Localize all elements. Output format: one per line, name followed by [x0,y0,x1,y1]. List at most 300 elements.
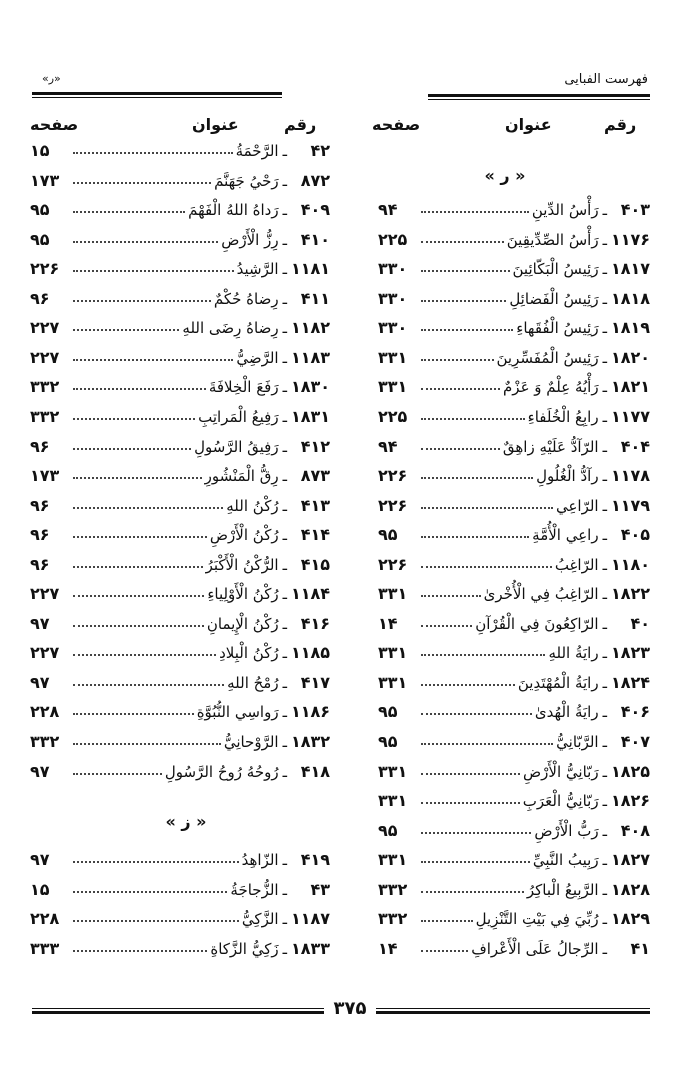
entry-page: ۱۴ [378,613,398,633]
index-entry [378,430,650,456]
entry-title: الرّاغِبُ فِي الْأُخْرىٰ [483,585,599,604]
dot-leader [421,713,532,715]
entry-page: ۲۲۸ [30,702,60,722]
entry-page: ۳۳۱ [378,377,408,397]
entry-number: ۱۸۲۳ [610,643,650,663]
entry-page: ۹۶ [30,436,50,456]
entry-page: ۲۲۸ [30,909,60,929]
page-number: ۳۷۵ [333,998,367,1019]
entry-title: رَداهُ اللهُ الْفَهْمَ [188,201,279,220]
entry-title: رَأْسُ الدِّينِ [531,201,599,220]
right-header-page: صفحه [372,115,421,134]
index-entry [30,193,330,219]
entry-separator: ـ [282,467,287,486]
index-entry [378,489,650,515]
entry-separator: ـ [602,260,607,279]
entry-number: ۱۸۲۷ [610,850,650,870]
index-entry [30,548,330,574]
dot-leader [73,920,239,922]
index-entry [30,252,330,278]
entry-separator: ـ [602,851,607,870]
entry-title: رَئِيسُ الْمُفَسِّرِينَ [496,348,599,367]
entry-separator: ـ [282,142,287,160]
entry-title: رُمْحُ اللهِ [227,673,279,692]
entry-separator: ـ [602,230,607,249]
index-entry [378,311,650,337]
dot-leader [421,241,504,243]
entry-page: ۳۳۰ [378,318,408,338]
entry-page: ۹۵ [378,702,398,722]
entry-number: ۱۱۷۷ [610,406,650,426]
entry-page: ۹۴ [378,436,398,456]
entry-number: ۱۸۲۴ [610,672,650,692]
entry-separator: ـ [602,496,607,515]
entry-number: ۱۸۲۰ [610,347,650,367]
entry-separator: ـ [282,171,287,190]
entry-page: ۲۲۶ [30,259,60,279]
entry-number: ۴۰۴ [620,436,650,456]
entry-page: ۹۵ [378,525,398,545]
entry-title: رِزُّ الْأَرْضِ [221,230,279,249]
entry-title: الرّاكِعُونَ فِي الْقُرْآنِ [475,614,599,633]
entry-title: رُبِّيَ فِي بَيْتِ التَّنْزِيلِ [475,910,599,929]
entry-page: ۹۷ [30,850,50,870]
dot-leader [73,211,185,213]
index-entry [378,548,650,574]
entry-number: ۱۱۸۱ [290,259,330,279]
entry-separator: ـ [602,467,607,486]
entry-number: ۱۸۲۵ [610,761,650,781]
dot-leader [73,329,179,331]
entry-number: ۱۸۳۱ [290,406,330,426]
entry-separator: ـ [602,939,607,958]
entry-number: ۴۰۸ [620,820,650,840]
index-entry [378,902,650,928]
index-entry [378,784,650,810]
entry-separator: ـ [602,348,607,367]
entry-page: ۱۴ [378,938,398,958]
entry-number: ۱۸۲۹ [610,909,650,929]
entry-page: ۳۳۱ [378,761,408,781]
entry-separator: ـ [282,703,287,722]
dot-leader [73,861,239,863]
entry-title: الرَّوْحانِيُّ [223,733,279,751]
entry-separator: ـ [602,880,607,899]
entry-page: ۳۳۳ [30,938,60,958]
entry-number: ۱۱۷۸ [610,466,650,486]
entry-title: رِضاهُ رِضَى اللهِ [182,319,279,338]
entry-page: ۲۲۵ [378,406,408,426]
entry-separator: ـ [602,821,607,840]
entry-separator: ـ [602,526,607,545]
entry-separator: ـ [602,614,607,633]
entry-separator: ـ [282,644,287,663]
entry-separator: ـ [282,378,287,397]
index-entry [30,400,330,426]
dot-leader [421,861,530,863]
entry-number: ۴۰ [630,613,650,633]
index-entry [30,755,330,781]
entry-title: رايَةُ اللهِ [548,644,599,663]
entry-number: ۱۸۲۲ [610,584,650,604]
index-entry [30,489,330,515]
index-entry [30,164,330,190]
entry-separator: ـ [602,910,607,929]
running-title-left: «ر» [42,72,61,85]
entry-number: ۱۸۱۷ [610,259,650,279]
entry-separator: ـ [282,555,287,574]
index-entry [30,873,330,899]
left-header-number: رقم [284,115,317,134]
entry-title: رَئِيسُ الْبَكّائِينَ [512,260,599,279]
entry-title: رُكْنُ الْأَرْضِ [209,526,279,545]
entry-title: رَأْسُ الصِّدِّيقِينَ [506,230,599,249]
entry-title: رَواسِي النُّبُوَّةِ [196,703,279,722]
entry-separator: ـ [282,348,287,367]
entry-number: ۴۱۰ [300,229,330,249]
index-entry [378,252,650,278]
dot-leader [73,891,227,893]
index-entry [378,282,650,308]
entry-number: ۱۱۸۳ [290,347,330,367]
entry-separator: ـ [602,585,607,604]
entry-page: ۲۲۶ [378,466,408,486]
entry-page: ۹۵ [378,820,398,840]
entry-number: ۴۱۹ [300,850,330,870]
entry-number: ۴۳ [310,879,330,899]
entry-title: زَكِيُّ الزَّكاةِ [210,939,279,958]
entry-title: الرّاغِبُ [554,555,599,574]
entry-separator: ـ [282,762,287,781]
entry-page: ۱۷۳ [30,466,60,486]
entry-page: ۹۶ [30,495,50,515]
entry-title: رَفَعَ الْخِلافَةَ [208,378,279,397]
dot-leader [421,832,531,834]
entry-number: ۱۸۱۸ [610,288,650,308]
entry-number: ۱۱۸۰ [610,554,650,574]
header-rule-left [32,92,282,98]
index-entry [378,843,650,869]
entry-title: رُوحُهُ رُوحُ الرَّسُولِ [164,762,279,781]
dot-leader [73,713,194,715]
entry-page: ۹۷ [30,761,50,781]
dot-leader [421,891,524,893]
entry-separator: ـ [282,407,287,426]
entry-separator: ـ [282,880,287,899]
entry-separator: ـ [602,437,607,456]
entry-number: ۱۱۸۷ [290,909,330,929]
entry-number: ۱۱۸۵ [290,643,330,663]
dot-leader [73,359,233,361]
footer-rule-right [376,1008,650,1014]
entry-page: ۱۵ [30,879,50,899]
entry-page: ۹۶ [30,288,50,308]
index-entry [378,518,650,544]
entry-page: ۱۵ [30,141,50,160]
entry-number: ۱۸۲۸ [610,879,650,899]
running-title-right: فهرست الفبايى [564,72,648,87]
entry-page: ۲۲۷ [30,347,60,367]
entry-separator: ـ [282,939,287,958]
entry-page: ۹۴ [378,200,398,220]
dot-leader [421,359,494,361]
dot-leader [73,152,233,154]
index-entry [30,459,330,485]
index-entry [378,193,650,219]
entry-title: رَفِيقُ الرَّسُولِ [194,437,279,456]
entry-number: ۸۷۳ [300,466,330,486]
entry-separator: ـ [602,378,607,397]
entry-number: ۱۱۸۶ [290,702,330,722]
dot-leader [73,507,223,509]
entry-separator: ـ [602,673,607,692]
entry-number: ۴۱۶ [300,613,330,633]
entry-page: ۲۲۶ [378,495,408,515]
entry-title: رِضاهُ حُكْمٌ [213,289,279,308]
entry-separator: ـ [282,614,287,633]
dot-leader [421,684,515,686]
entry-page: ۲۲۷ [30,584,60,604]
left-header-page: صفحه [30,115,79,134]
entry-title: رَبِيبُ النَّبِيِّ [532,851,599,870]
entry-separator: ـ [282,289,287,308]
entry-page: ۲۲۷ [30,643,60,663]
entry-page: ۳۳۱ [378,791,408,811]
entry-page: ۹۶ [30,554,50,574]
dot-leader [73,743,221,745]
entry-page: ۹۵ [30,229,50,249]
dot-leader [421,743,553,745]
entry-title: الزَّكِيُّ [241,910,279,929]
entry-separator: ـ [282,260,287,279]
index-entry [30,725,330,751]
entry-page: ۲۲۶ [378,554,408,574]
entry-separator: ـ [282,230,287,249]
entry-page: ۱۷۳ [30,170,60,190]
entry-title: الزُّجاجَةُ [230,880,279,899]
entry-page: ۹۵ [30,200,50,220]
index-entry [30,577,330,603]
entry-title: رَئِيسُ الْفَضائِلِ [509,289,599,308]
entry-title: رَأْيُهُ عِلْمٌ وَ عَزْمٌ [503,378,599,397]
entry-title: رايَةُ الْمُهْتَدِينَ [517,673,599,692]
index-entry [30,607,330,633]
dot-leader [421,507,553,509]
entry-page: ۳۳۱ [378,850,408,870]
entry-page: ۳۳۰ [378,288,408,308]
entry-separator: ـ [282,851,287,870]
dot-leader [73,418,195,420]
entry-separator: ـ [602,319,607,338]
entry-number: ۴۰۳ [620,200,650,220]
entry-title: رآدُّ الْغُلُولِ [536,467,599,486]
dot-leader [421,920,473,922]
dot-leader [73,270,234,272]
index-entry [30,932,330,958]
entry-number: ۴۱۱ [300,288,330,308]
entry-separator: ـ [602,762,607,781]
entry-title: راعِي الْأُمَّةِ [532,526,599,545]
dot-leader [421,625,472,627]
index-entry [378,223,650,249]
entry-title: الرَّبِيعُ الْباكِرُ [526,880,599,899]
header-rule-right [428,94,650,100]
dot-leader [73,477,202,479]
entry-title: رَفِيعُ الْمَراتِبِ [198,407,279,426]
right-header-title: عنوان [505,115,552,134]
index-entry [378,695,650,721]
entry-separator: ـ [602,407,607,426]
entry-page: ۳۳۱ [378,347,408,367]
entry-page: ۳۳۱ [378,643,408,663]
entry-separator: ـ [602,555,607,574]
entry-number: ۸۷۲ [300,170,330,190]
entry-separator: ـ [282,201,287,220]
entry-title: رَئِيسُ الْفُقَهاءِ [516,319,599,338]
entry-page: ۹۷ [30,613,50,633]
entry-title: الزّاهِدُ [241,851,279,870]
index-entry [30,666,330,692]
index-entry [30,518,330,544]
index-entry [30,223,330,249]
entry-separator: ـ [282,585,287,604]
entry-title: الرّآدُّ عَلَيْهِ زاهِقٌ [502,437,599,456]
entry-separator: ـ [282,673,287,692]
entry-title: رَحْيُ جَهَنَّمَ [214,171,279,190]
dot-leader [421,300,506,302]
entry-separator: ـ [602,792,607,811]
entry-title: رُكْنُ اللهِ [226,496,279,515]
entry-number: ۴۱۷ [300,672,330,692]
entry-number: ۴۰۹ [300,200,330,220]
entry-page: ۳۳۲ [30,377,60,397]
dot-leader [421,950,468,952]
entry-title: رَبّانِيُّ الْعَرَبِ [522,792,599,811]
dot-leader [73,654,216,656]
entry-separator: ـ [602,733,607,751]
entry-number: ۱۸۲۱ [610,377,650,397]
entry-number: ۴۰۵ [620,525,650,545]
dot-leader [73,241,218,243]
index-entry [30,282,330,308]
dot-leader [73,950,207,952]
entry-title: الرَّضِيُّ [236,348,279,367]
entry-separator: ـ [282,496,287,515]
index-entry [30,695,330,721]
entry-separator: ـ [602,289,607,308]
index-entry [30,134,330,160]
entry-page: ۲۲۷ [30,318,60,338]
dot-leader [73,448,191,450]
entry-page: ۲۲۵ [378,229,408,249]
index-entry [378,577,650,603]
entry-title: رايَةُ الْهُدىٰ [534,703,599,722]
dot-leader [421,536,529,538]
dot-leader [73,566,203,568]
entry-number: ۱۸۳۰ [290,377,330,397]
index-entry [378,755,650,781]
entry-number: ۴۰۶ [620,702,650,722]
index-entry [378,873,650,899]
entry-number: ۱۸۳۲ [290,732,330,751]
entry-number: ۱۸۱۹ [610,318,650,338]
entry-number: ۴۱۲ [300,436,330,456]
dot-leader [421,802,520,804]
index-entry [30,311,330,337]
entry-page: ۳۳۲ [378,879,408,899]
entry-page: ۹۵ [378,732,398,751]
dot-leader [421,448,500,450]
dot-leader [421,477,533,479]
entry-number: ۴۰۷ [620,732,650,751]
entry-page: ۹۷ [30,672,50,692]
entry-separator: ـ [282,526,287,545]
index-entry [30,430,330,456]
entry-page: ۳۳۲ [378,909,408,929]
dot-leader [73,684,224,686]
entry-title: رَبّانِيُّ الْأَرْضِ [523,762,599,781]
entry-number: ۱۱۸۲ [290,318,330,338]
entry-title: الرَّبّانِيُّ [556,733,599,751]
entry-separator: ـ [602,703,607,722]
entry-title: رُكْنُ الْإِيمانِ [206,614,279,633]
entry-separator: ـ [282,910,287,929]
entry-separator: ـ [602,644,607,663]
entry-number: ۴۱۸ [300,761,330,781]
dot-leader [421,388,500,390]
entry-separator: ـ [282,733,287,751]
index-entry [30,902,330,928]
dot-leader [421,773,520,775]
entry-number: ۴۱۴ [300,525,330,545]
entry-number: ۴۱ [630,938,650,958]
section-letter-ra: « ر » [484,166,526,185]
dot-leader [73,536,207,538]
index-entry [378,400,650,426]
dot-leader [421,211,529,213]
dot-leader [421,654,545,656]
dot-leader [73,773,162,775]
dot-leader [73,625,204,627]
dot-leader [73,388,206,390]
entry-number: ۱۸۲۶ [610,791,650,811]
index-entry [30,843,330,869]
entry-title: الرُّكْنُ الْأَكْبَرُ [205,555,279,574]
entry-number: ۴۱۳ [300,495,330,515]
entry-separator: ـ [602,201,607,220]
right-header-number: رقم [604,115,637,134]
entry-number: ۱۸۳۳ [290,938,330,958]
entry-separator: ـ [282,319,287,338]
entry-title: رُكْنُ الْبِلادِ [219,644,279,663]
entry-title: رابِعُ الْخُلَفاءِ [527,407,599,426]
section-letter-za: « ز » [165,812,207,831]
entry-page: ۳۳۲ [30,732,60,751]
entry-title: رَبُّ الْأَرْضِ [534,821,599,840]
index-entry [30,636,330,662]
entry-title: الرَّحْمَةُ [235,142,279,160]
dot-leader [421,329,513,331]
dot-leader [421,418,525,420]
entry-title: رُكْنُ الْأَوْلِياءِ [207,585,279,604]
entry-title: الرَّشِيدُ [236,260,279,279]
index-entry [378,607,650,633]
entry-separator: ـ [282,437,287,456]
entry-page: ۹۶ [30,525,50,545]
index-entry [378,341,650,367]
left-header-title: عنوان [192,115,239,134]
index-entry [30,370,330,396]
